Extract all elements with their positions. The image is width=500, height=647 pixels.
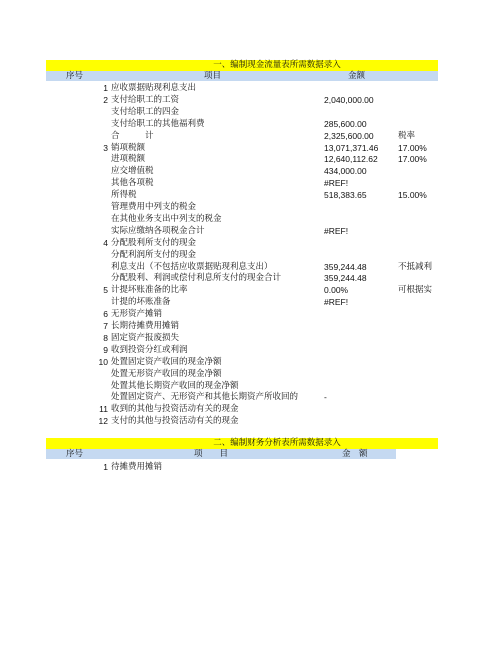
row-item: 待摊费用摊销 bbox=[111, 462, 163, 472]
table-row bbox=[0, 345, 500, 356]
row-seq: 1 bbox=[103, 83, 108, 93]
table-row bbox=[0, 107, 500, 118]
row-item: 在其他业务支出中列支的税金 bbox=[111, 213, 222, 224]
row-extra: 不抵减利 bbox=[398, 261, 433, 272]
table-row bbox=[0, 178, 500, 189]
row-amount: 434,000.00 bbox=[324, 166, 367, 177]
table-row bbox=[0, 381, 500, 392]
header-seq: 序号 bbox=[66, 449, 84, 459]
row-amount: 12,640,112.62 bbox=[324, 154, 378, 165]
row-item: 支付给职工的工资 bbox=[111, 94, 180, 105]
section1-title: 一、编制现金流量表所需数据录入 bbox=[213, 60, 341, 70]
table-row bbox=[0, 250, 500, 261]
table-row bbox=[0, 131, 500, 142]
row-item: 固定资产报废损失 bbox=[111, 332, 180, 343]
header-item: 项 目 bbox=[194, 449, 229, 459]
table-row bbox=[0, 369, 500, 380]
row-seq: 1 bbox=[103, 462, 108, 472]
row-item: 处置其他长期资产收回的现金净额 bbox=[111, 380, 239, 391]
table-row bbox=[0, 154, 500, 165]
table-row bbox=[0, 226, 500, 237]
row-seq: 11 bbox=[99, 404, 108, 415]
row-amount: 13,071,371.46 bbox=[324, 142, 379, 153]
row-extra: 17.00% bbox=[398, 154, 427, 165]
row-item: 所得税 bbox=[111, 190, 137, 201]
row-item: 收到投资分红或利润 bbox=[111, 344, 188, 355]
row-seq: 12 bbox=[98, 416, 108, 427]
section2-title-band bbox=[46, 438, 438, 449]
header-item: 项目 bbox=[204, 71, 222, 81]
section2-header-row bbox=[46, 449, 396, 459]
table-row bbox=[0, 166, 500, 177]
table-row bbox=[0, 285, 500, 296]
table-row bbox=[0, 202, 500, 213]
row-item: 支付给职工的四金 bbox=[111, 106, 180, 117]
row-seq: 7 bbox=[103, 321, 108, 331]
row-item: 支付的其他与投资活动有关的现金 bbox=[111, 416, 239, 427]
row-extra: 17.00% bbox=[398, 142, 427, 153]
table-row bbox=[0, 83, 500, 94]
header-amount: 金 额 bbox=[342, 449, 368, 459]
row-seq: 8 bbox=[103, 332, 108, 343]
row-item: 处置固定资产收回的现金净额 bbox=[111, 356, 222, 367]
table-row bbox=[0, 262, 500, 273]
row-seq: 5 bbox=[103, 285, 108, 296]
row-item: 其他各项税 bbox=[111, 178, 154, 189]
row-item: 计提的坏账准备 bbox=[111, 297, 171, 308]
row-item: 收到的其他与投资活动有关的现金 bbox=[111, 404, 239, 415]
table-row bbox=[0, 333, 500, 344]
row-item: 销项税额 bbox=[111, 142, 146, 153]
table-row bbox=[0, 95, 500, 106]
row-item: 进项税额 bbox=[111, 154, 146, 165]
row-seq: 4 bbox=[103, 237, 108, 248]
row-seq: 9 bbox=[103, 344, 108, 355]
table-row bbox=[0, 238, 500, 249]
table-row bbox=[0, 119, 500, 130]
table-row bbox=[0, 392, 500, 403]
row-seq: 10 bbox=[98, 356, 108, 367]
row-amount: #REF! bbox=[324, 225, 349, 236]
row-item: 应交增值税 bbox=[111, 166, 154, 177]
row-item: 支付给职工的其他福利费 bbox=[111, 118, 205, 129]
row-amount: 2,325,600.00 bbox=[324, 130, 374, 141]
row-seq: 6 bbox=[103, 309, 108, 320]
row-amount: 359,244.48 bbox=[324, 273, 367, 284]
row-item: 分配股利所支付的现金 bbox=[111, 237, 197, 248]
table-row bbox=[0, 321, 500, 332]
header-amount: 金额 bbox=[348, 71, 366, 81]
row-amount: #REF! bbox=[324, 178, 349, 189]
row-amount: - bbox=[324, 392, 327, 403]
table-row bbox=[0, 416, 500, 427]
row-amount: 359,244.48 bbox=[324, 261, 367, 272]
row-item: 计提坏账准备的比率 bbox=[111, 285, 188, 296]
row-item: 处置无形资产收回的现金净额 bbox=[111, 368, 222, 379]
table-row bbox=[0, 404, 500, 415]
row-item: 合 计 bbox=[111, 130, 154, 141]
section1-header-row bbox=[46, 71, 438, 81]
row-amount: 0.00% bbox=[324, 285, 349, 296]
row-item: 处置固定资产、无形资产和其他长期资产所收回的 bbox=[111, 392, 299, 403]
row-item: 应收票据贴现利息支出 bbox=[111, 83, 197, 93]
row-item: 实际应缴纳各项税金合计 bbox=[111, 225, 205, 236]
table-row bbox=[0, 214, 500, 225]
table-row bbox=[0, 190, 500, 201]
row-amount: 2,040,000.00 bbox=[324, 94, 374, 105]
row-item: 利息支出（不包括应收票据贴现利息支出） bbox=[111, 261, 273, 272]
row-amount: 518,383.65 bbox=[324, 190, 367, 201]
row-amount: #REF! bbox=[324, 297, 349, 308]
table-row bbox=[0, 143, 500, 154]
row-seq: 2 bbox=[103, 94, 108, 105]
table-row bbox=[0, 462, 500, 473]
section2-title: 二、编制财务分析表所需数据录入 bbox=[213, 438, 341, 448]
table-row bbox=[0, 357, 500, 368]
row-seq: 3 bbox=[103, 142, 108, 153]
row-item: 长期待摊费用摊销 bbox=[111, 321, 180, 331]
row-item: 分配利润所支付的现金 bbox=[111, 249, 197, 260]
row-extra: 税率 bbox=[398, 130, 416, 141]
table-row bbox=[0, 273, 500, 284]
row-amount: 285,600.00 bbox=[324, 118, 367, 129]
table-row bbox=[0, 297, 500, 308]
row-item: 无形资产摊销 bbox=[111, 309, 163, 320]
row-extra: 15.00% bbox=[398, 190, 427, 201]
row-item: 分配股利、利润或偿付利息所支付的现金合计 bbox=[111, 273, 282, 284]
table-row bbox=[0, 309, 500, 320]
section1-title-band bbox=[46, 60, 438, 71]
row-item: 管理费用中列支的税金 bbox=[111, 202, 197, 212]
header-seq: 序号 bbox=[66, 71, 84, 81]
row-extra: 可根据实 bbox=[398, 285, 433, 296]
